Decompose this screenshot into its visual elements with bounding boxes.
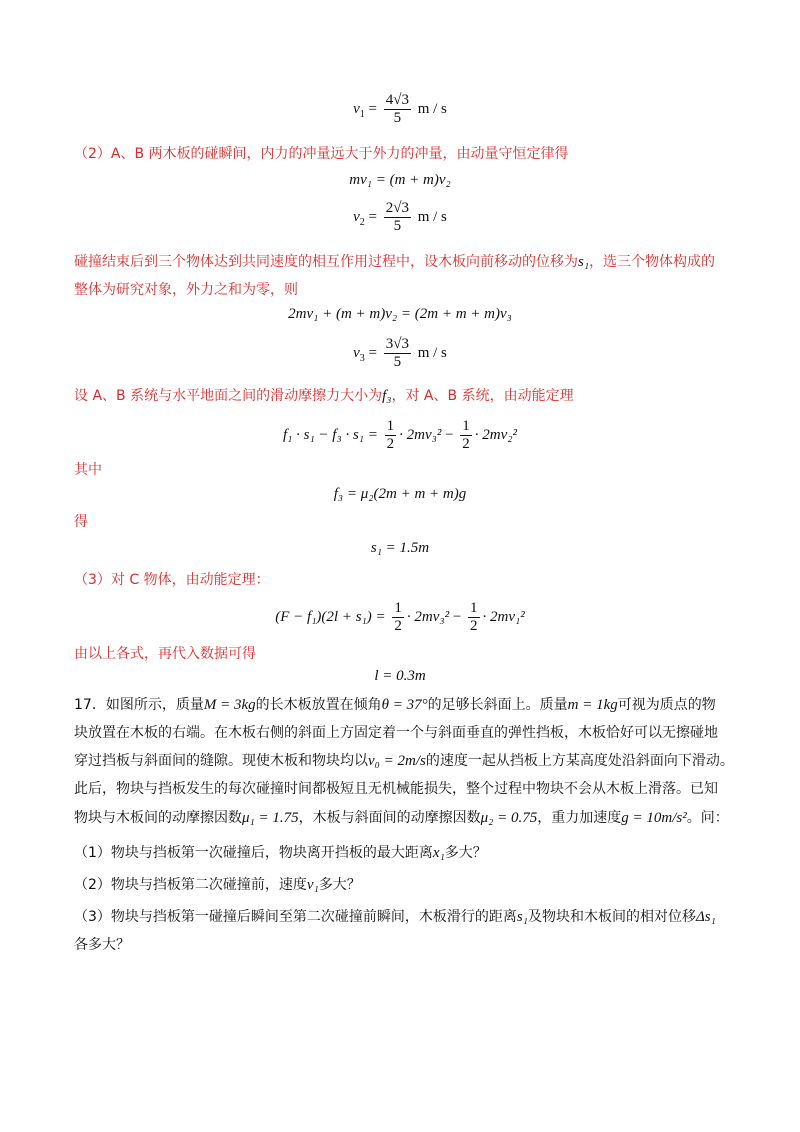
part2-intro: （2）A、B 两木板的碰瞬间，内力的冲量远大于外力的冲量，由动量守恒定律得 bbox=[74, 146, 569, 162]
problem17-line2: 块放置在木板的右端。在木板右侧的斜面上方固定着一个与斜面垂直的弹性挡板，木板恰好可以无擦碰地 bbox=[74, 725, 718, 741]
label-where: 其中 bbox=[74, 462, 102, 478]
fraction: $\frac{3√3}{5}$ bbox=[385, 336, 409, 370]
question-2: （2）物块与挡板第二次碰撞前，速度v₁多大？ bbox=[74, 877, 361, 893]
problem17-line4: 此后，物块与挡板发生的每次碰撞时间都极短且无机械能损失，整个过程中物块不会从木板上滑落。已知 bbox=[74, 781, 718, 797]
paragraph-final: 由以上各式，再代入数据可得 bbox=[74, 646, 256, 662]
equation-s1: s₁ = 1.5m bbox=[370, 540, 430, 556]
equation-f3: f₃ = μ₂(2m + m + m)g bbox=[333, 486, 467, 502]
problem17-line5: 物块与木板间的动摩擦因数μ₁ = 1.75，木板与斜面间的动摩擦因数μ₂ = 0.75，重力加速度g = 10m/s²。问： bbox=[74, 810, 729, 826]
fraction-half: $\frac{1}{2}$ bbox=[470, 600, 478, 634]
fraction-half: $\frac{1}{2}$ bbox=[462, 418, 470, 452]
fraction: $\frac{4√3}{5}$ bbox=[385, 92, 409, 126]
question-3: （3）物块与挡板第一碰撞后瞬间至第二次碰撞前瞬间，木板滑行的距离s₁及物块和木板间的相对位移Δs₁ bbox=[74, 909, 716, 925]
problem17-line1: 17．如图所示，质量M = 3kg的长木板放置在倾角θ = 37°的足够长斜面上。质量m = 1kg可视为质点的物 bbox=[74, 697, 716, 713]
equation-v1: $v_1$ = $\frac{4√3}{5}$ m / s bbox=[353, 92, 447, 126]
question-1: （1）物块与挡板第一次碰撞后，物块离开挡板的最大距离x₁多大？ bbox=[74, 845, 487, 861]
paragraph-collision: 碰撞结束后到三个物体达到共同速度的相互作用过程中，设木板向前移动的位移为s₁，选三个物体构成的 bbox=[74, 254, 716, 270]
equation-v2: $v_2$ = $\frac{2√3}{5}$ m / s bbox=[353, 200, 447, 234]
equation-energy-ab: f₁ · s₁ − f₃ · s₁ = $\frac{1}{2}$ · 2mv₃² − $\frac{1}{2}$ · 2mv₂² bbox=[283, 418, 517, 452]
equation-v3: $v_3$ = $\frac{3√3}{5}$ m / s bbox=[353, 336, 447, 370]
fraction-half: $\frac{1}{2}$ bbox=[386, 418, 395, 452]
equation-three-body: 2mv₁ + (m + m)v₂ = (2m + m + m)v₃ bbox=[288, 306, 512, 322]
fraction: $\frac{2√3}{5}$ bbox=[385, 200, 409, 234]
fraction-half: $\frac{1}{2}$ bbox=[394, 600, 402, 634]
part3-intro: （3）对 C 物体，由动能定理： bbox=[74, 572, 270, 588]
label-get: 得 bbox=[74, 514, 88, 530]
paragraph-friction: 设 A、B 系统与水平地面之间的滑动摩擦力大小为f₃，对 A、B 系统，由动能定理 bbox=[74, 388, 574, 404]
equation-l: l = 0.3m bbox=[374, 668, 426, 684]
equation-momentum: mv₁ = (m + m)v₂ bbox=[349, 172, 451, 188]
equation-energy-c: (F − f₁)(2l + s₁) = $\frac{1}{2}$ · 2mv₃² − $\frac{1}{2}$ · 2mv₁² bbox=[275, 600, 525, 634]
problem17-line3: 穿过挡板与斜面间的缝隙。现使木板和物块均以v₀ = 2m/s的速度一起从挡板上方某高度处沿斜面向下滑动。 bbox=[74, 753, 734, 769]
paragraph-collision-line2: 整体为研究对象，外力之和为零，则 bbox=[74, 282, 298, 298]
question-3-line2: 各多大？ bbox=[74, 937, 130, 953]
